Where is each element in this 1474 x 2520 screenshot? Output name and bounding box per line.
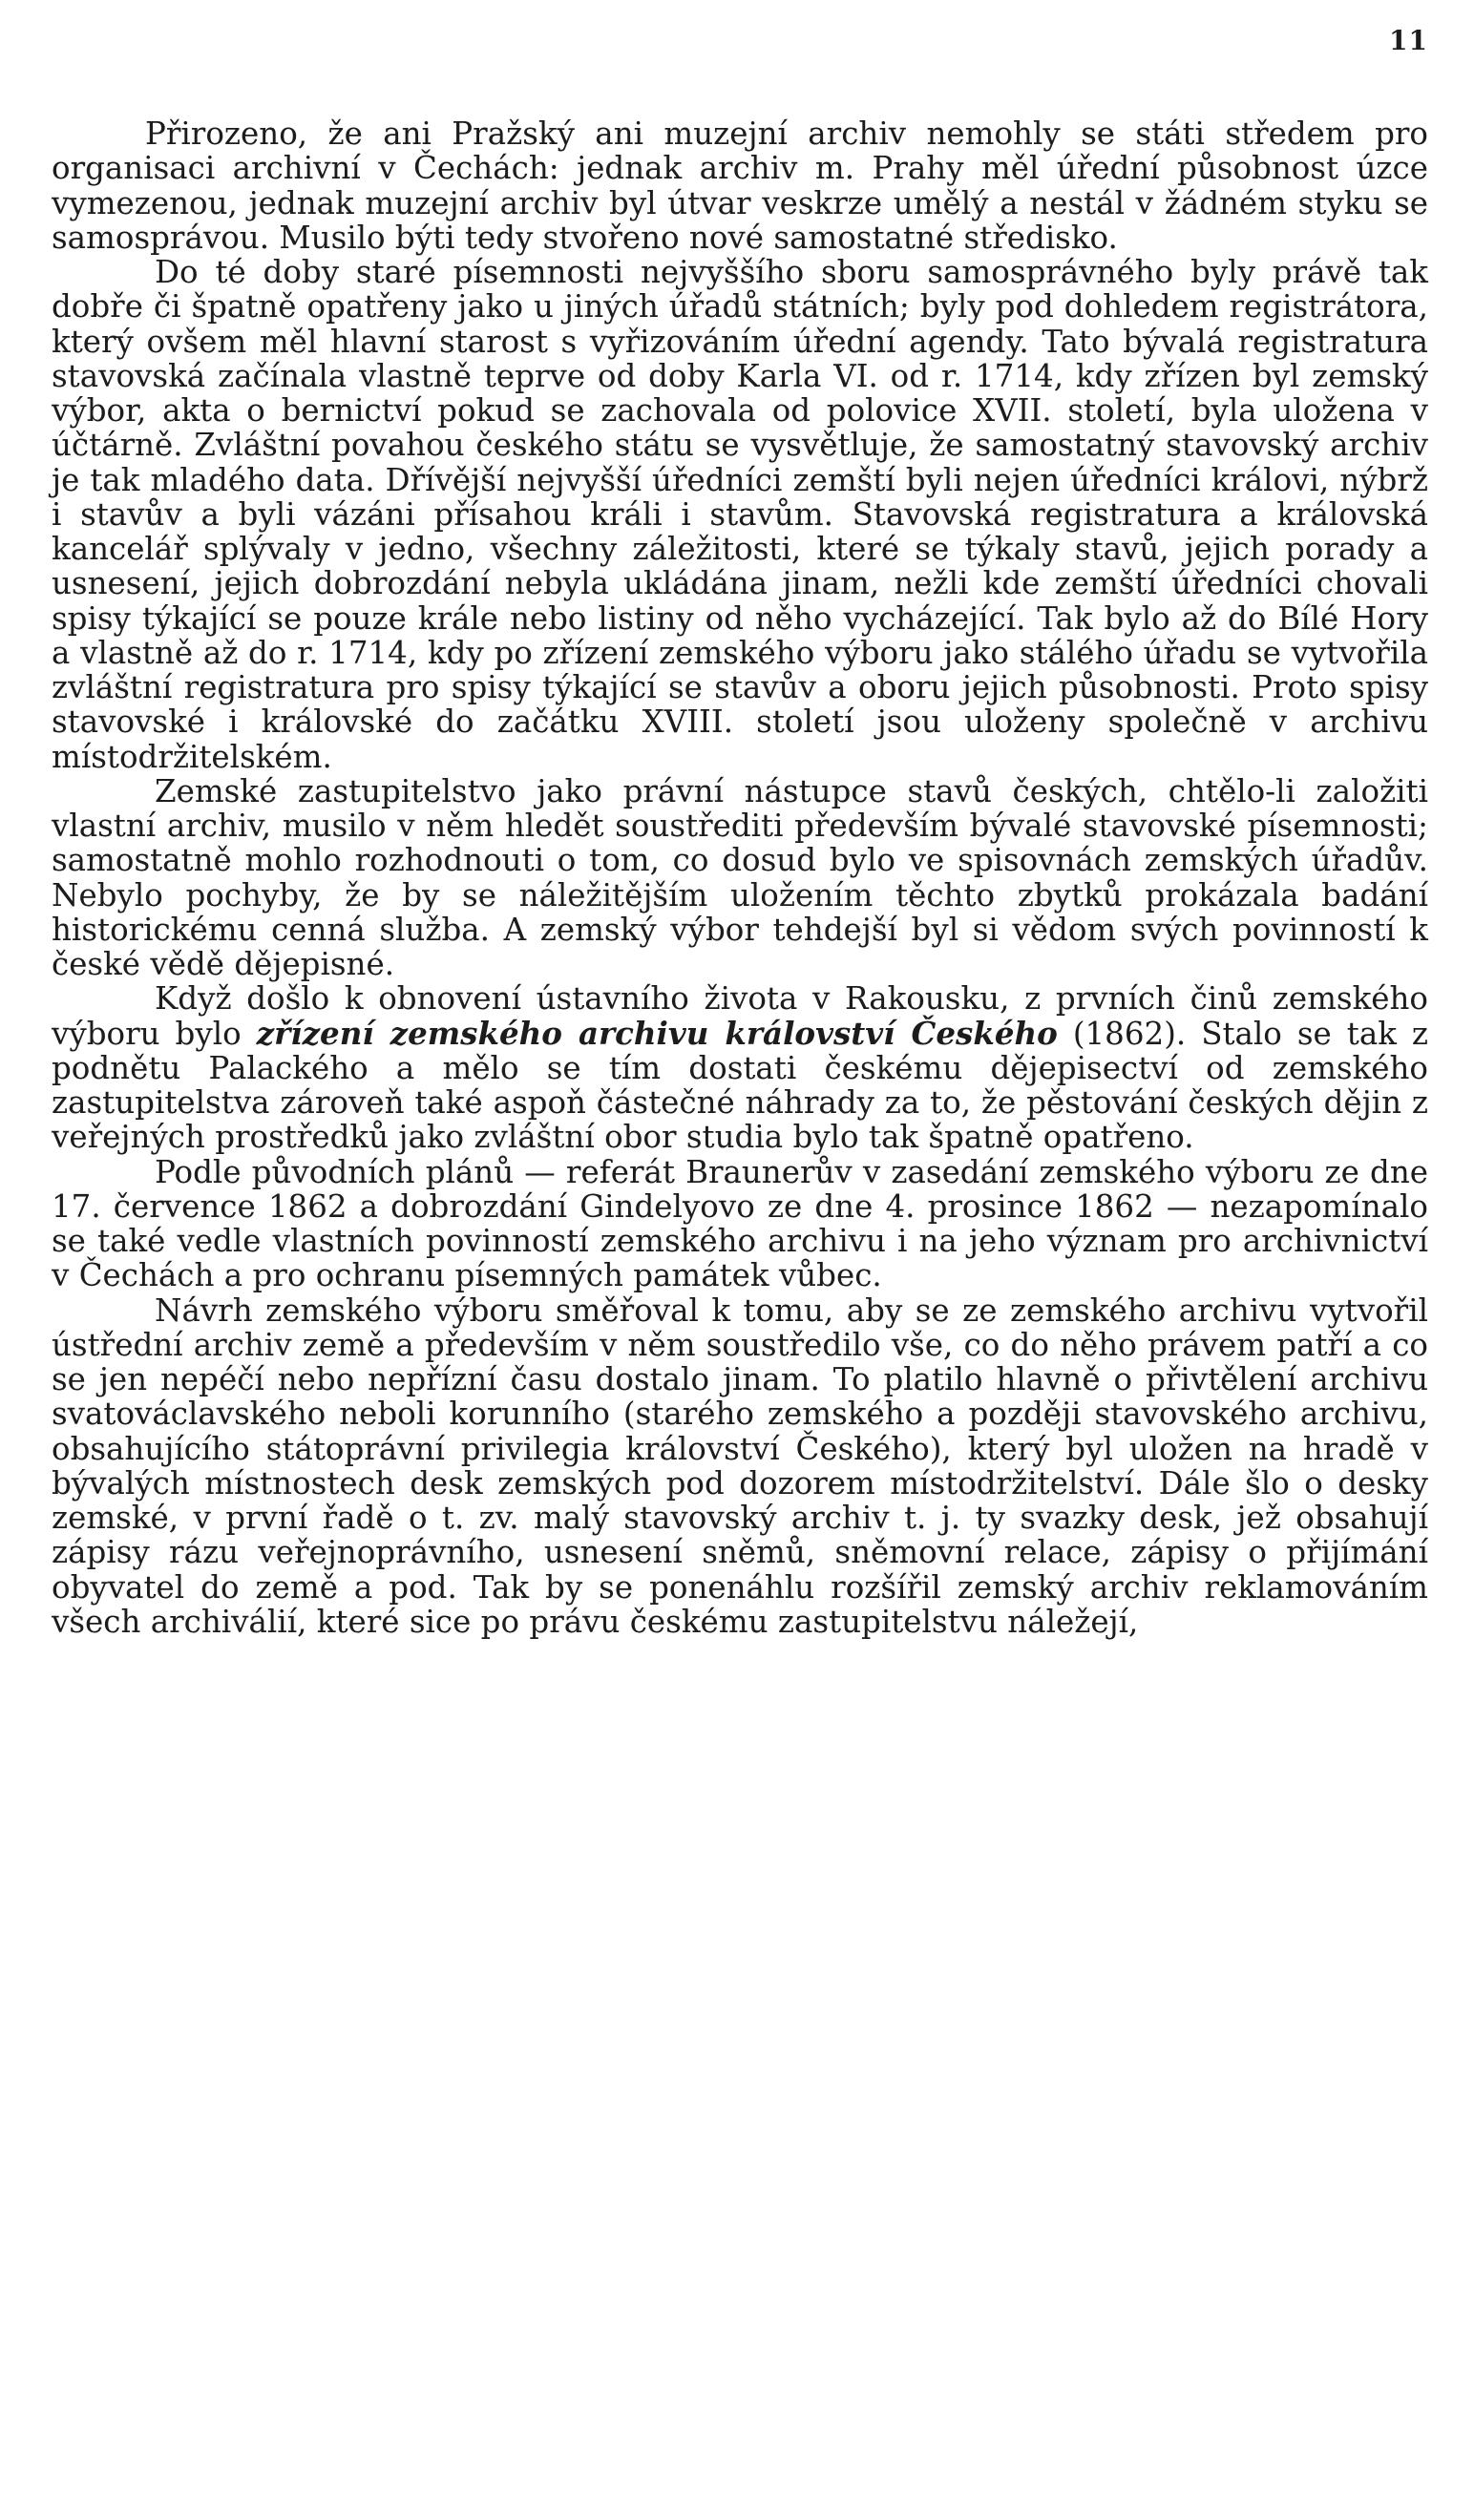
paragraph <box>52 981 1428 1154</box>
paragraph: Přirozeno, že ani Pražský ani muzejní archiv nemohly se státi středem pro organisaci archivní v Čechách: jednak archiv m. Prahy měl úřední působnost úzce vymezenou, jednak muzejní archiv byl útvar veskrze umělý a nestál v žádném styku se samosprávou. Musilo býti tedy stvořeno nové samostatné středisko. <box>52 116 1428 256</box>
paragraph: Zemské zastupitelstvo jako právní nástupce stavů českých, chtělo-li založiti vlastní archiv, musilo v něm hledět soustřediti především bývalé stavovské písemnosti; samostatně mohlo rozhodnouti o tom, co dosud bylo ve spisovnách zemských úřadův. Nebylo pochyby, že by se náležitějším uložením těchto zbytků prokázala badání historickému cenná služba. A zemský výbor tehdejší byl si vědom svých povinností k české vědě dějepisné. <box>52 772 1428 982</box>
paragraph-text: Když došlo k obnovení ústavního života v Rakousku, z prvních činů zemského výboru bylo <box>52 980 1428 1052</box>
paragraph-text: (1862). Stalo se tak z podnětu Palackého a mělo se tím dostati českému dějepisectví od zemského zastupitelstva zároveň také aspoň částečné náhrady za to, že pěstování českých dějin z veřejných prostředků jako zvláštní obor studia bylo tak špatně opatřeno. <box>52 1015 1428 1156</box>
text-body <box>52 116 1428 1639</box>
page-number: 11 <box>1389 25 1428 56</box>
paragraph: Podle původních plánů — referát Braunerův v zasedání zemského výboru ze dne 17. července 1862 a dobrozdání Gindelyovo ze dne 4. prosince 1862 — nezapomínalo se také vedle vlastních povinností zemského archivu i na jeho význam pro archivnictví v Čechách a pro ochranu písemných památek vůbec. <box>52 1153 1428 1294</box>
paragraph: Návrh zemského výboru směřoval k tomu, aby se ze zemského archivu vytvořil ústřední archiv země a především v něm soustředilo vše, co do něho právem patří a co se jen nepéčí nebo nepřízní času dostalo jinam. To platilo hlavně o přivtělení archivu svatováclavského neboli korunního (starého zemského a později stavovského archivu, obsahujícího státoprávní privilegia království Českého), který byl uložen na hradě v bývalých místnostech desk zemských pod dozorem místodržitelství. Dále šlo o desky zemské, v první řadě o t. zv. malý stavovský archiv t. j. ty svazky desk, jež obsahují zápisy rázu veřejnoprávního, usnesení sněmů, sněmovní relace, zápisy o přijímání obyvatel do země a pod. Tak by se ponenáhlu rozšířil zemský archiv reklamováním všech archiválií, které sice po právu českému zastupitelstvu náležejí, <box>52 1292 1428 1640</box>
emphasized-title: zřízení zemského archivu království Českého <box>256 1014 1058 1052</box>
paragraph: Do té doby staré písemnosti nejvyššího sboru samosprávného byly právě tak dobře či špatně opatřeny jako u jiných úřadů státních; byly pod dohledem registrátora, který ovšem měl hlavní starost s vyřizováním úřední agendy. Tato bývalá registratura stavovská začínala vlastně teprve od doby Karla VI. od r. 1714, kdy zřízen byl zemský výbor, akta o bernictví pokud se zachovala od polovice XVII. století, byla uložena v účtárně. Zvláštní povahou českého státu se vysvětluje, že samostatný stavovský archiv je tak mladého data. Dřívější nejvyšší úředníci zemští byli nejen úředníci královi, nýbrž i stavův a byli vázáni přísahou králi i stavům. Stavovská registratura a královská kancelář splývaly v jedno, všechny záležitosti, které se týkaly stavů, jejich porady a usnesení, jejich dobrozdání nebyla ukládána jinam, nežli kde zemští úředníci chovali spisy týkající se pouze krále nebo listiny od něho vycházející. Tak bylo až do Bílé Hory a vlastně až do r. 1714, kdy po zřízení zemského výboru jako stálého úřadu se vytvořila zvláštní registratura pro spisy týkající se stavův a oboru jejich působnosti. Proto spisy stavovské i královské do začátku XVIII. století jsou uloženy společně v archivu místodržitelském. <box>52 254 1428 775</box>
